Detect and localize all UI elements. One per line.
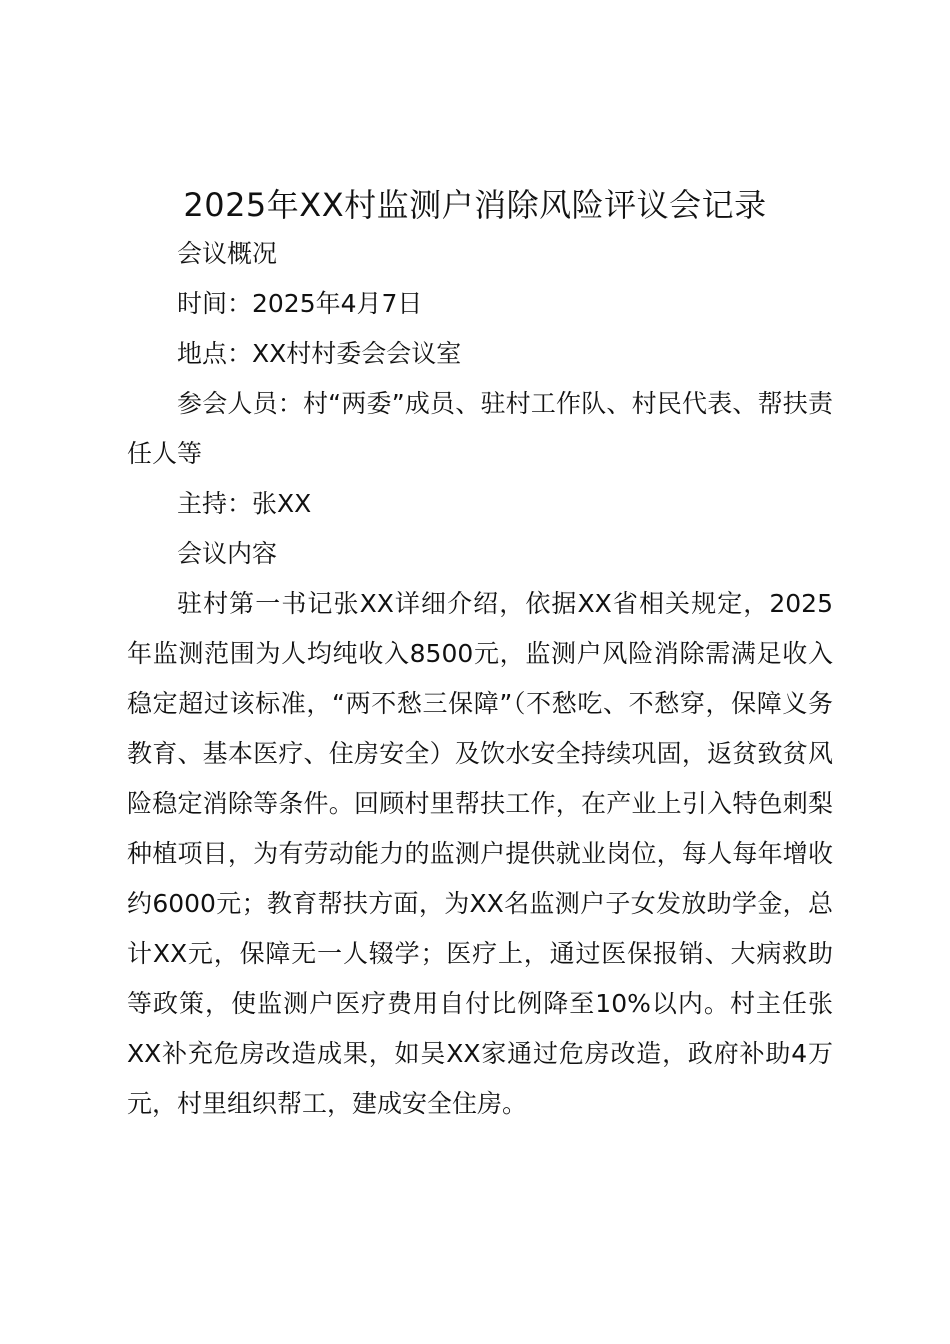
meeting-location: 地点：XX村村委会会议室 bbox=[177, 339, 462, 368]
document-title: 2025年XX村监测户消除风险评议会记录 bbox=[183, 186, 767, 224]
section-heading-content: 会议内容 bbox=[177, 539, 278, 568]
document-body bbox=[127, 229, 833, 1129]
meeting-attendees: 参会人员：村“两委”成员、驻村工作队、村民代表、帮扶责任人等 bbox=[127, 389, 833, 468]
meeting-host: 主持：张XX bbox=[177, 489, 312, 518]
section-heading-overview: 会议概况 bbox=[177, 239, 278, 268]
meeting-time: 时间：2025年4月7日 bbox=[177, 289, 423, 318]
content-paragraph: 驻村第一书记张XX详细介绍，依据XX省相关规定，2025年监测范围为人均纯收入8500元，监测户风险消除需满足收入稳定超过该标准，“两不愁三保障”（不愁吃、不愁穿，保障义务教育、基本医疗、住房安全）及饮水安全持续巩固，返贫致贫风险稳定消除等条件。回顾村里帮扶工作，在产业上引入特色刺梨种植项目，为有劳动能力的监测户提供就业岗位，每人每年增收约6000元；教育帮扶方面，为XX名监测户子女发放助学金，总计XX元，保障无一人辍学；医疗上，通过医保报销、大病救助等政策，使监测户医疗费用自付比例降至10%以内。村主任张XX补充危房改造成果，如吴XX家通过危房改造，政府补助4万元，村里组织帮工，建成安全住房。 bbox=[127, 589, 833, 1118]
